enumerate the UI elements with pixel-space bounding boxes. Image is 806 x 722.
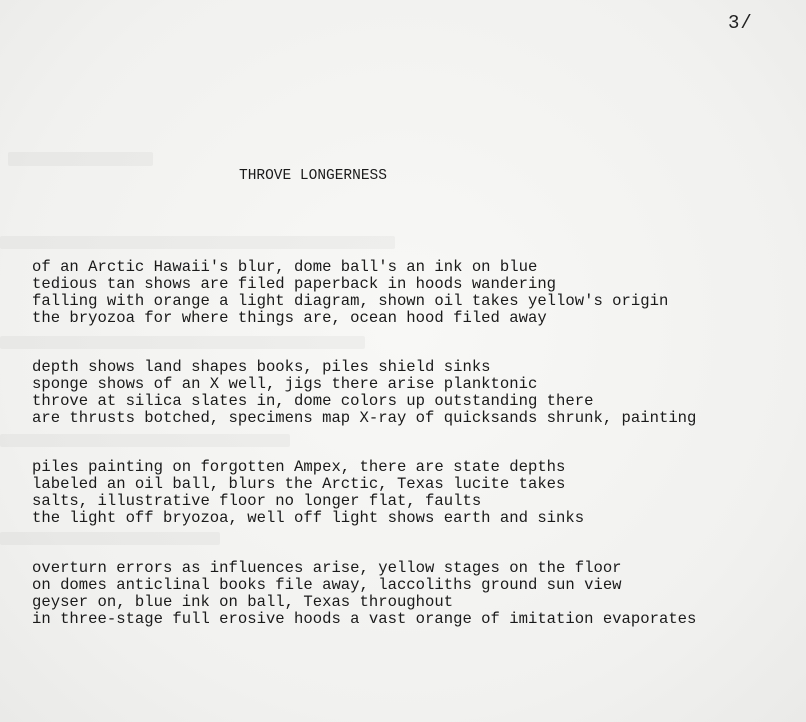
poem-line: depth shows land shapes books, piles shield sinks — [32, 358, 491, 376]
poem-line: labeled an oil ball, blurs the Arctic, Texas lucite takes — [32, 475, 566, 493]
bleed-through-mark — [0, 236, 395, 249]
poem-line: tedious tan shows are filed paperback in hoods wandering — [32, 275, 557, 293]
poem-line: the light off bryozoa, well off light shows earth and sinks — [32, 509, 585, 527]
poem-line: throve at silica slates in, dome colors up outstanding there — [32, 392, 594, 410]
page-number: 3/ — [728, 12, 753, 34]
poem-line: falling with orange a light diagram, shown oil takes yellow's origin — [32, 292, 669, 310]
poem-line: in three-stage full erosive hoods a vast orange of imitation evaporates — [32, 610, 697, 628]
poem-line: of an Arctic Hawaii's blur, dome ball's an ink on blue — [32, 258, 538, 276]
bleed-through-mark — [0, 336, 365, 349]
poem-line: piles painting on forgotten Ampex, there are state depths — [32, 458, 566, 476]
bleed-through-mark — [0, 434, 290, 447]
poem-line: sponge shows of an X well, jigs there arise planktonic — [32, 375, 538, 393]
stanza-2 — [32, 359, 696, 427]
bleed-through-mark — [0, 532, 220, 545]
stanza-1 — [32, 259, 668, 327]
poem-line: are thrusts botched, specimens map X-ray of quicksands shrunk, painting — [32, 409, 697, 427]
stanza-3 — [32, 459, 584, 527]
stanza-4 — [32, 560, 696, 628]
poem-line: geyser on, blue ink on ball, Texas throughout — [32, 593, 454, 611]
bleed-through-mark — [8, 152, 153, 166]
poem-line: overturn errors as influences arise, yellow stages on the floor — [32, 559, 622, 577]
poem-title: THROVE LONGERNESS — [239, 168, 387, 184]
poem-line: on domes anticlinal books file away, laccoliths ground sun view — [32, 576, 622, 594]
poem-line: salts, illustrative floor no longer flat, faults — [32, 492, 482, 510]
poem-line: the bryozoa for where things are, ocean hood filed away — [32, 309, 547, 327]
